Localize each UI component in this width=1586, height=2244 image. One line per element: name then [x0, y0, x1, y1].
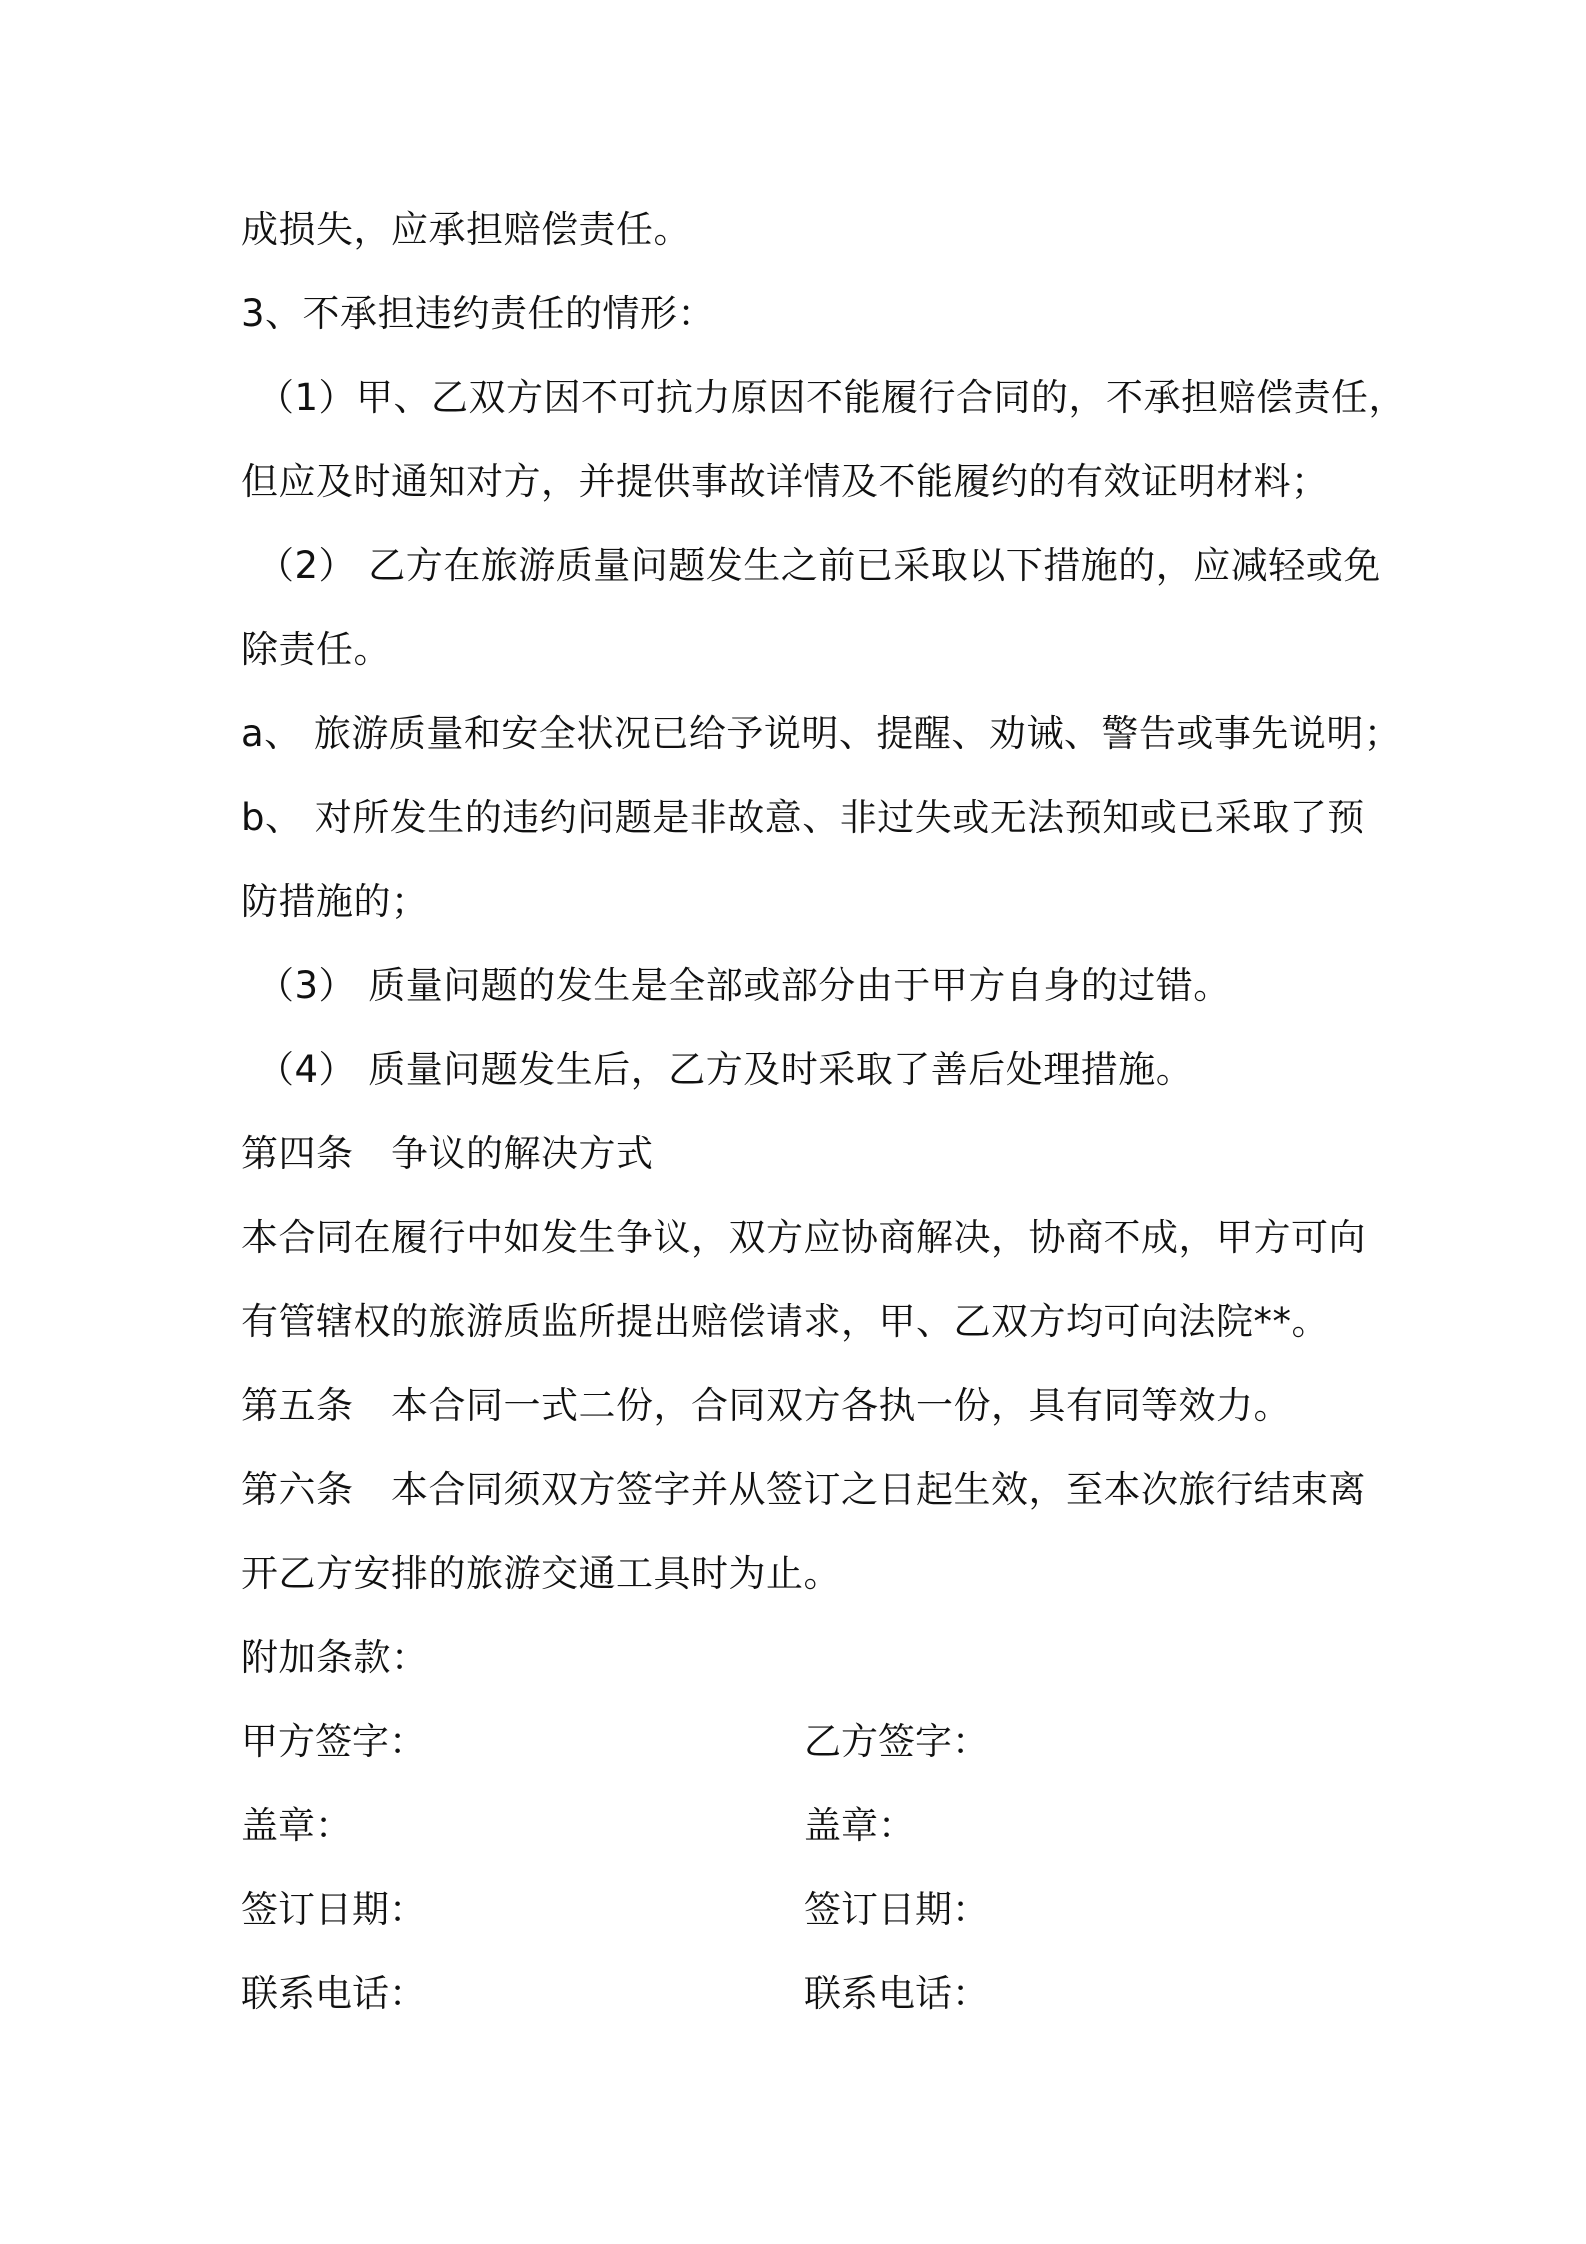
text-line-6: 除责任。: [241, 628, 391, 671]
phone-row: [241, 1962, 1371, 2046]
text-line-17: 开乙方安排的旅游交通工具时为止。: [241, 1552, 841, 1595]
text-line-2: 3、不承担违约责任的情形：: [241, 292, 716, 335]
article-4-heading: 第四条 争议的解决方式: [241, 1132, 654, 1175]
text-line-8: b、 对所发生的违约问题是非故意、非过失或无法预知或已采取了预: [241, 796, 1365, 839]
document-body: [241, 198, 1407, 2046]
additional-terms-label: 附加条款：: [241, 1636, 429, 1679]
text-line-14: 有管辖权的旅游质监所提出赔偿请求，甲、乙双方均可向法院**。: [241, 1300, 1329, 1343]
text-line-9: 防措施的；: [241, 880, 429, 923]
text-line-1: 成损失，应承担赔偿责任。: [241, 208, 691, 251]
text-line-4: 但应及时通知对方，并提供事故详情及不能履约的有效证明材料；: [241, 460, 1329, 503]
party-b-seal-label: 盖章：: [804, 1804, 915, 1847]
party-a-date-label: 签订日期：: [241, 1888, 426, 1931]
article-6: 第六条 本合同须双方签字并从签订之日起生效，至本次旅行结束离: [241, 1468, 1366, 1511]
text-line-13: 本合同在履行中如发生争议，双方应协商解决，协商不成，甲方可向: [241, 1216, 1366, 1259]
article-5: 第五条 本合同一式二份，合同双方各执一份，具有同等效力。: [241, 1384, 1291, 1427]
party-a-phone-label: 联系电话：: [241, 1972, 426, 2015]
signature-row: [241, 1710, 1371, 1794]
text-line-7: a、 旅游质量和安全状况已给予说明、提醒、劝诫、警告或事先说明；: [241, 712, 1402, 755]
date-row: [241, 1878, 1371, 1962]
party-a-signature-label: 甲方签字：: [241, 1720, 426, 1763]
party-b-date-label: 签订日期：: [804, 1888, 989, 1931]
text-line-3: （1）甲、乙双方因不可抗力原因不能履行合同的，不承担赔偿责任，: [257, 376, 1407, 419]
seal-row: [241, 1794, 1371, 1878]
party-b-phone-label: 联系电话：: [804, 1972, 989, 2015]
text-line-11: （4） 质量问题发生后，乙方及时采取了善后处理措施。: [257, 1048, 1194, 1091]
party-b-signature-label: 乙方签字：: [804, 1720, 989, 1763]
party-a-seal-label: 盖章：: [241, 1804, 352, 1847]
text-line-10: （3） 质量问题的发生是全部或部分由于甲方自身的过错。: [257, 964, 1231, 1007]
text-line-5: （2） 乙方在旅游质量问题发生之前已采取以下措施的，应减轻或免: [257, 544, 1381, 587]
